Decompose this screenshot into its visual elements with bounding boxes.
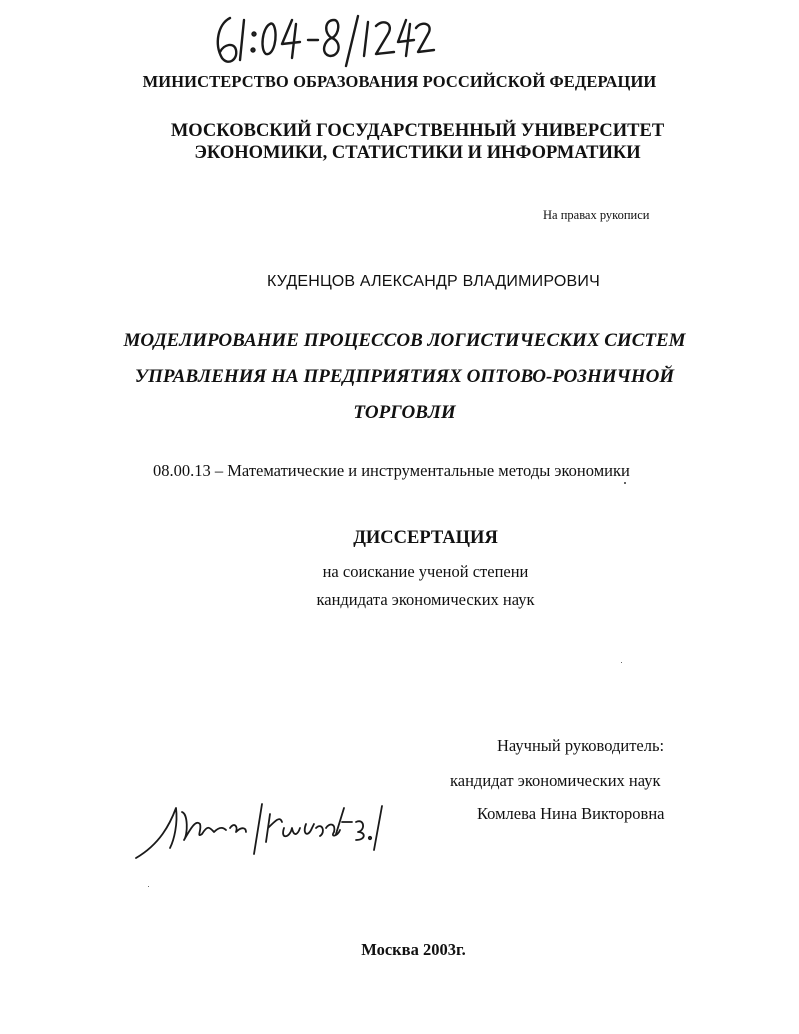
title-line-3: ТОРГОВЛИ (353, 402, 456, 423)
scan-speck (621, 662, 622, 663)
university-line-2: ЭКОНОМИКИ, СТАТИСТИКИ И ИНФОРМАТИКИ (194, 143, 641, 163)
city-year: Москва 2003г. (361, 940, 466, 959)
university-line-1: МОСКОВСКИЙ ГОСУДАРСТВЕННЫЙ УНИВЕРСИТЕТ (170, 121, 665, 141)
supervisor-name: Комлева Нина Викторовна (477, 804, 665, 823)
ministry-header: МИНИСТЕРСТВО ОБРАЗОВАНИЯ РОССИЙСКОЙ ФЕДЕРАЦИИ (142, 72, 657, 91)
supervisor-degree: кандидат экономических наук (450, 771, 661, 790)
degree-line-1: на соискание ученой степени (322, 562, 529, 581)
dissertation-title (5, 323, 799, 431)
author-signature (130, 794, 390, 864)
title-line-1: МОДЕЛИРОВАНИЕ ПРОЦЕССОВ ЛОГИСТИЧЕСКИХ СИСТЕМ (123, 330, 686, 351)
handwritten-archive-number (208, 10, 438, 72)
title-line-2: УПРАВЛЕНИЯ НА ПРЕДПРИЯТИЯХ ОПТОВО-РОЗНИЧНОЙ (134, 366, 675, 387)
document-type: ДИССЕРТАЦИЯ (353, 528, 498, 548)
scan-speck (148, 886, 149, 887)
supervisor-label: Научный руководитель: (497, 736, 665, 755)
degree-block (26, 558, 799, 614)
university-name (18, 120, 799, 164)
degree-line-2: кандидата экономических наук (316, 590, 535, 609)
manuscript-note: На правах рукописи (543, 208, 650, 222)
scan-speck (624, 482, 626, 484)
specialty-code: 08.00.13 – Математические и инструментальные методы экономики (153, 461, 630, 480)
author-name: КУДЕНЦОВ АЛЕКСАНДР ВЛАДИМИРОВИЧ (267, 273, 600, 290)
